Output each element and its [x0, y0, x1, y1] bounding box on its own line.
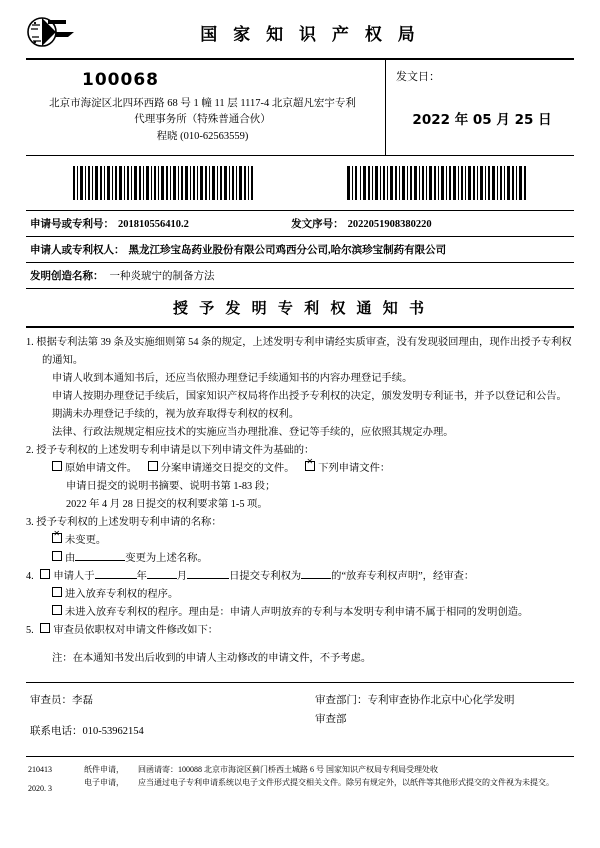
- applicant-value: 黑龙江珍宝岛药业股份有限公司鸡西分公司,哈尔滨珍宝制药有限公司: [128, 244, 447, 256]
- application-number-cell: [30, 216, 291, 231]
- footer-codes: [26, 763, 84, 795]
- address-line-3: 程晓 (010-62563559): [156, 130, 249, 142]
- title-change-blank[interactable]: [75, 560, 125, 561]
- signature-right: [315, 692, 574, 742]
- applicant-label: 申请人或专利权人：: [30, 244, 125, 256]
- checkbox-original-application-docs[interactable]: [52, 461, 62, 471]
- checkbox-divisional-filing-docs[interactable]: [148, 461, 158, 471]
- item3-option-2-row: [26, 550, 574, 568]
- checkbox-not-enter-waiver-procedure[interactable]: [52, 605, 62, 615]
- issue-date-label: 发文日：: [396, 71, 440, 83]
- waiver-patent-blank[interactable]: [301, 578, 331, 579]
- item4-option-1-c: 月: [176, 571, 188, 582]
- item3-option-1-label: 未变更。: [65, 534, 107, 546]
- signature-block: [26, 683, 574, 742]
- signature-left: [26, 692, 315, 742]
- agency-title: 国 家 知 识 产 权 局: [200, 24, 420, 45]
- waiver-year-blank[interactable]: [95, 578, 137, 579]
- item4-option-1-e: 的“放弃专利权声明”，经审查：: [331, 571, 475, 582]
- footer-text: [84, 763, 574, 795]
- item2-option-1-label: 原始申请文件。: [65, 462, 138, 474]
- item4-option-1-d: 日提交专利权为: [229, 571, 302, 582]
- item5-heading: [26, 622, 574, 640]
- checkbox-title-unchanged[interactable]: [52, 533, 62, 543]
- barcode-left-icon: [73, 166, 253, 200]
- checkbox-title-changed[interactable]: [52, 551, 62, 561]
- item1-heading: 1. 根据专利法第 39 条及实施细则第 54 条的规定，上述发明专利申请经实质审查，没有发现驳回理由，现作出授予专利权的通知。: [26, 336, 572, 366]
- item4-option-1-b: 年: [136, 571, 147, 582]
- zipcode: 100068: [82, 70, 159, 90]
- item5-number: 5.: [26, 625, 34, 637]
- item2-doc-line-2: 2022 年 4 月 28 日提交的权利要求第 1-5 项。: [66, 498, 268, 510]
- checkbox-enter-waiver-procedure[interactable]: [52, 587, 62, 597]
- cnipa-emblem-icon: [26, 15, 86, 49]
- phone-value: 010-53962154: [82, 725, 144, 737]
- department-value: 专利审查协作北京中心化学发明: [367, 695, 515, 707]
- invention-title-label: 发明创造名称：: [30, 270, 104, 282]
- footer-paper-text: 回函请寄：100088 北京市海淀区蓟门桥西土城路 6 号 国家知识产权局专利局受理处收: [138, 764, 438, 774]
- department-label: 审查部门：: [314, 695, 368, 707]
- address-line-1: 北京市海淀区北四环西路 68 号 1 幢 11 层 1117-4 北京超凡宏宇专利: [49, 98, 356, 109]
- footer-paper-label: 纸件申请，: [84, 764, 124, 774]
- row-invention-title: [26, 263, 574, 289]
- issue-date-area: [386, 60, 574, 155]
- item4-option-3-label: 未进入放弃专利权的程序。理由是：申请人声明放弃的专利与本发明专利申请不属于相同的发明创造。: [65, 607, 529, 619]
- examiner-row: [30, 692, 315, 711]
- issue-date-value: 2022 年 05 月 25 日: [412, 112, 552, 128]
- address-line-2: 代理事务所（特殊普通合伙）: [134, 114, 271, 126]
- item3-option-1-row: [26, 532, 574, 550]
- examiner-value: 李磊: [72, 695, 93, 707]
- item2-option-3-label: 下列申请文件：: [318, 462, 391, 474]
- checkbox-examiner-amendment[interactable]: [40, 623, 50, 633]
- serial-number-label: 发文序号：: [291, 218, 344, 230]
- row-applicant: [26, 237, 574, 263]
- item4-option-2-row: [26, 586, 574, 604]
- item1-paragraph-4: 法律、行政法规规定相应技术的实施应当办理批准、登记等手续的，应依照其规定办理。: [52, 426, 454, 438]
- address-date-block: [26, 60, 574, 156]
- item4-heading: [26, 568, 574, 586]
- item1-paragraph-1: 申请人收到本通知书后，还应当依照办理登记手续通知书的内容办理登记手续。: [52, 372, 413, 384]
- checkbox-waiver-statement[interactable]: [40, 569, 50, 579]
- row-application-number: [26, 211, 574, 237]
- document-body: [26, 328, 574, 668]
- phone-row: [30, 723, 315, 742]
- footer-electronic-text: 应当通过电子专利申请系统以电子文件形式提交相关文件。除另有规定外，以纸件等其他形式提交的文件视为未提交。: [138, 778, 554, 788]
- footer-row-paper: [84, 763, 574, 776]
- barcode-row: [26, 156, 574, 211]
- address-area: [26, 60, 386, 155]
- item2-option-2-label: 分案申请递交日提交的文件。: [160, 462, 295, 474]
- footer-electronic-label: 电子申请，: [84, 778, 124, 788]
- invention-title-value: 一种炎琥宁的制备方法: [109, 270, 215, 282]
- phone-label: 联系电话：: [30, 725, 83, 737]
- item2-heading: 2. 授予专利权的上述发明专利申请是以下列申请文件为基础的：: [26, 444, 315, 456]
- examiner-label: 审查员：: [30, 695, 72, 707]
- item4-option-2-label: 进入放弃专利权的程序。: [65, 589, 179, 601]
- item4-option-3-row: [26, 604, 574, 622]
- body-note: 注：在本通知书发出后收到的申请人主动修改的申请文件，不予考虑。: [52, 653, 372, 665]
- item3-heading: 3. 授予专利权的上述发明专利申请的名称：: [26, 516, 222, 528]
- checkbox-following-docs[interactable]: [305, 461, 315, 471]
- application-number-value: 201810556410.2: [118, 218, 189, 230]
- department-value-2: 审查部: [314, 713, 347, 725]
- footer-code-1: 210413: [28, 764, 52, 774]
- footer-row-electronic: [84, 776, 574, 789]
- item3-option-2-suffix: 变更为上述名称。: [125, 552, 208, 564]
- document-header: [26, 10, 574, 60]
- item1-paragraph-3: 期满未办理登记手续的，视为放弃取得专利权的权利。: [52, 408, 300, 420]
- item5-option-1-label: 审查员依职权对申请文件修改如下：: [53, 625, 219, 637]
- document-footer: [26, 757, 574, 795]
- item2-options-row: [26, 460, 574, 478]
- waiver-month-blank[interactable]: [147, 578, 177, 579]
- waiver-day-blank[interactable]: [187, 578, 229, 579]
- serial-number-value: 2022051908380220: [347, 218, 432, 230]
- item1-paragraph-2: 申请人按期办理登记手续后，国家知识产权局将作出授予专利权的决定，颁发发明专利证书，并予以登记和公告。: [52, 390, 567, 402]
- document-title: 授 予 发 明 专 利 权 通 知 书: [26, 289, 574, 328]
- footer-code-2: 2020. 3: [28, 784, 52, 794]
- application-number-label: 申请号或专利号：: [30, 218, 114, 230]
- item4-option-1-a: 申请人于: [53, 571, 95, 582]
- serial-number-cell: [291, 216, 432, 231]
- item4-number: 4.: [26, 571, 34, 582]
- barcode-right-icon: [347, 166, 527, 200]
- item2-doc-line-1: 申请日提交的说明书摘要、说明书第 1-83 段；: [66, 480, 276, 492]
- department-row: [315, 692, 574, 711]
- item3-option-2-prefix: 由: [65, 552, 76, 564]
